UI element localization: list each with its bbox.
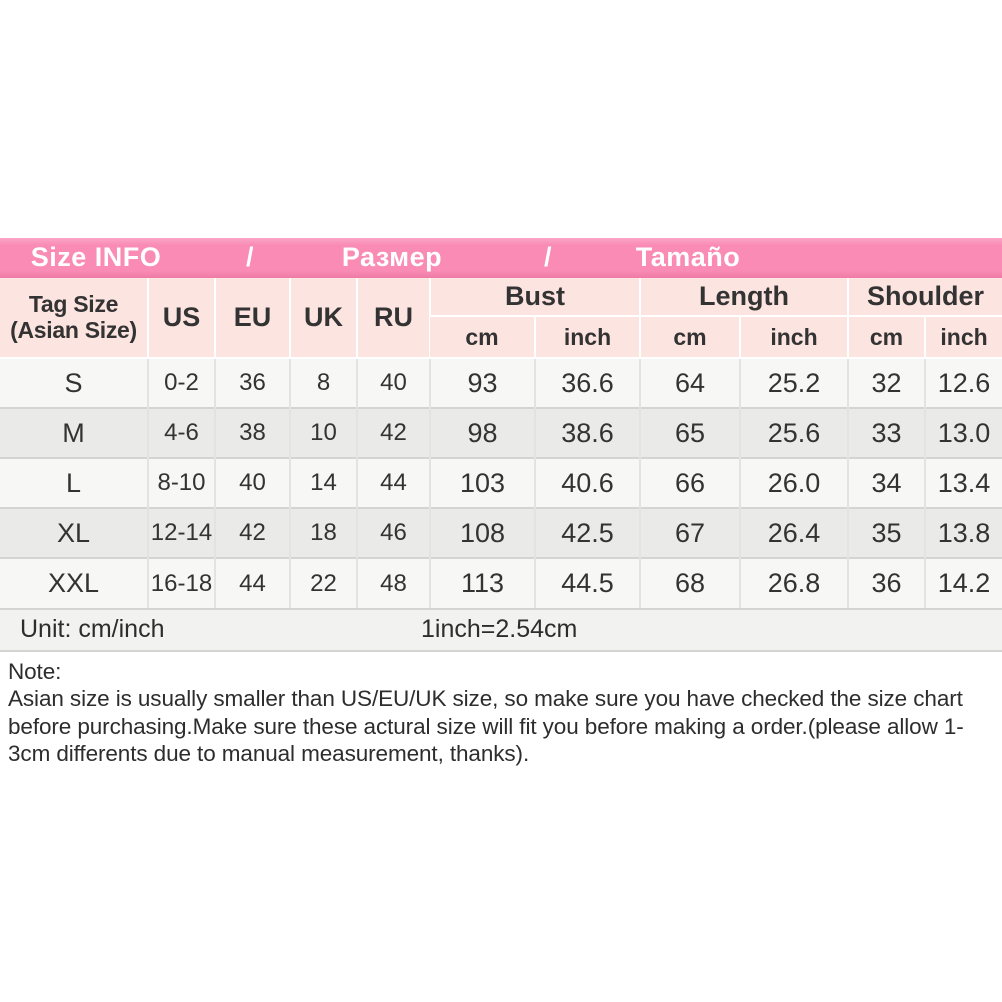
cell-shoulder-inch: 13.4 [925,458,1002,508]
cell-tag: XXL [0,558,148,608]
cell-length-inch: 25.2 [740,358,848,408]
cell-uk: 22 [290,558,357,608]
cell-length-cm: 65 [640,408,740,458]
cell-us: 0-2 [148,358,215,408]
cell-bust-cm: 93 [430,358,535,408]
size-table [0,278,1002,608]
cell-ru: 42 [357,408,430,458]
table-header [0,278,1002,358]
col-header-eu: EU [215,278,290,358]
cell-eu: 38 [215,408,290,458]
table-body [0,358,1002,608]
cell-us: 4-6 [148,408,215,458]
unit-label: Unit: cm/inch [20,614,165,643]
note-block [0,652,990,768]
cell-length-cm: 67 [640,508,740,558]
subheader-length-inch: inch [740,316,848,358]
cell-uk: 10 [290,408,357,458]
cell-ru: 40 [357,358,430,408]
cell-length-cm: 68 [640,558,740,608]
cell-uk: 8 [290,358,357,408]
subheader-shoulder-inch: inch [925,316,1002,358]
cell-bust-inch: 44.5 [535,558,640,608]
cell-eu: 40 [215,458,290,508]
col-header-uk: UK [290,278,357,358]
cell-shoulder-inch: 13.8 [925,508,1002,558]
group-header-row [0,278,1002,316]
cell-bust-inch: 38.6 [535,408,640,458]
cell-tag: M [0,408,148,458]
size-row-xl [0,508,1002,558]
col-header-bust: Bust [430,278,640,316]
cell-length-inch: 26.4 [740,508,848,558]
title-size-info: Size INFO [30,241,162,272]
subheader-length-cm: cm [640,316,740,358]
cell-uk: 18 [290,508,357,558]
cell-length-cm: 64 [640,358,740,408]
cell-uk: 14 [290,458,357,508]
tag-size-line2: (Asian Size) [10,316,137,343]
cell-shoulder-cm: 36 [848,558,925,608]
cell-shoulder-cm: 34 [848,458,925,508]
size-row-xxl [0,558,1002,608]
cell-tag: XL [0,508,148,558]
cell-shoulder-cm: 35 [848,508,925,558]
title-separator-1: / [245,241,255,272]
cell-ru: 48 [357,558,430,608]
size-row-m [0,408,1002,458]
cell-length-inch: 26.8 [740,558,848,608]
cell-shoulder-inch: 14.2 [925,558,1002,608]
col-header-ru: RU [357,278,430,358]
cell-tag: L [0,458,148,508]
unit-row [0,608,1002,652]
cell-eu: 42 [215,508,290,558]
cell-bust-cm: 98 [430,408,535,458]
cell-length-inch: 25.6 [740,408,848,458]
cell-ru: 46 [357,508,430,558]
unit-conversion: 1inch=2.54cm [421,614,578,643]
size-row-l [0,458,1002,508]
cell-us: 8-10 [148,458,215,508]
col-header-length: Length [640,278,848,316]
cell-us: 16-18 [148,558,215,608]
col-header-shoulder: Shoulder [848,278,1002,316]
size-chart-sheet [0,238,1002,768]
cell-eu: 44 [215,558,290,608]
cell-shoulder-cm: 32 [848,358,925,408]
title-separator-2: / [543,241,553,272]
cell-us: 12-14 [148,508,215,558]
col-header-us: US [148,278,215,358]
cell-shoulder-cm: 33 [848,408,925,458]
cell-bust-inch: 40.6 [535,458,640,508]
cell-bust-cm: 113 [430,558,535,608]
cell-ru: 44 [357,458,430,508]
cell-tag: S [0,358,148,408]
subheader-shoulder-cm: cm [848,316,925,358]
note-title: Note: [8,659,62,684]
note-body: Asian size is usually smaller than US/EU/UK size, so make sure you have checked the size chart before purchasing.Make sure these actural size will fit you before making a order.(please allow 1-3cm differents due to manual measurement, thanks). [8,686,964,767]
size-info-title-bar [0,238,1002,278]
title-tamano: Tamaño [635,241,741,272]
cell-shoulder-inch: 13.0 [925,408,1002,458]
cell-bust-inch: 42.5 [535,508,640,558]
cell-shoulder-inch: 12.6 [925,358,1002,408]
col-header-tag-size [0,278,148,358]
cell-length-cm: 66 [640,458,740,508]
cell-length-inch: 26.0 [740,458,848,508]
tag-size-line1: Tag Size [28,291,119,318]
cell-bust-cm: 103 [430,458,535,508]
subheader-bust-inch: inch [535,316,640,358]
title-razmer: Размер [341,241,443,272]
cell-bust-inch: 36.6 [535,358,640,408]
cell-bust-cm: 108 [430,508,535,558]
cell-eu: 36 [215,358,290,408]
size-row-s [0,358,1002,408]
subheader-bust-cm: cm [430,316,535,358]
